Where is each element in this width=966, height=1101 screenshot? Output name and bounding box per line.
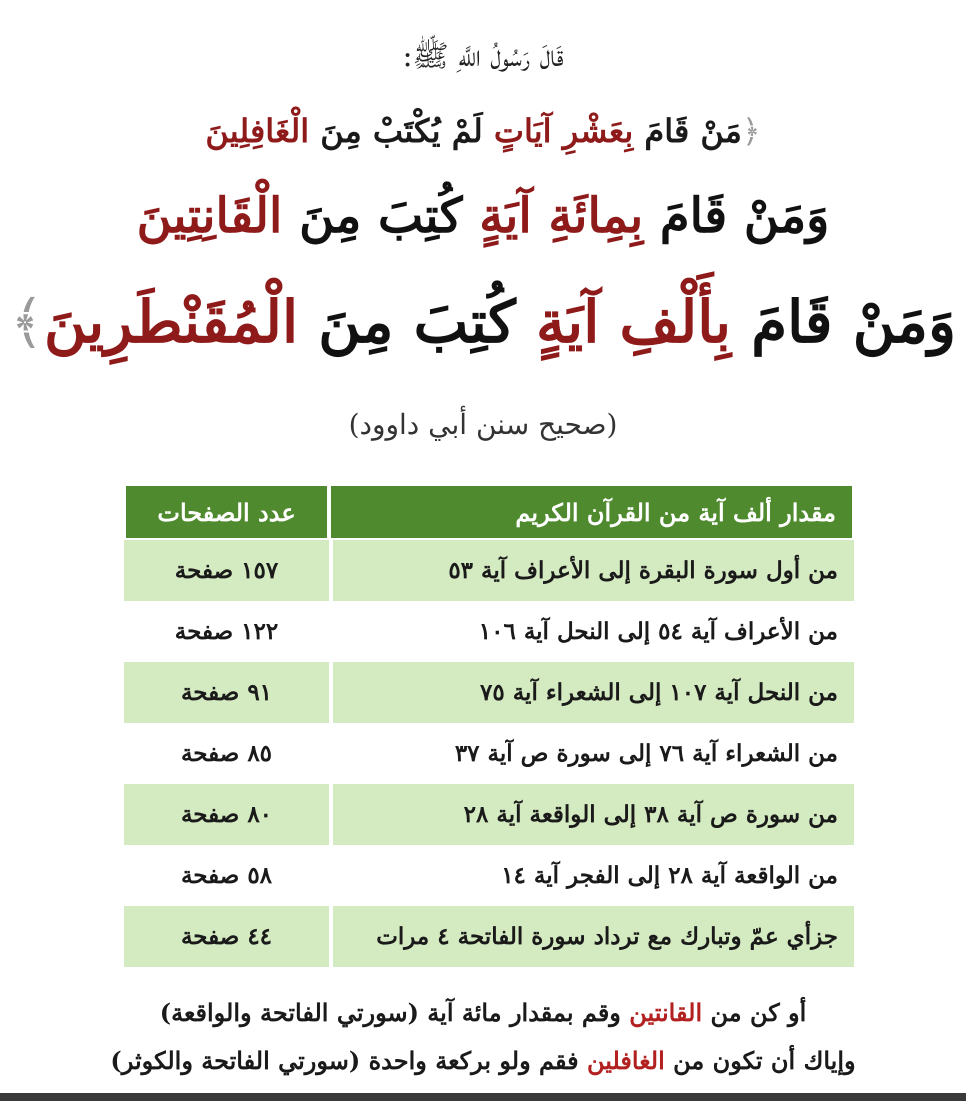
row-range: من الأعراف آية ٥٤ إلى النحل آية ١٠٦ [329,601,854,662]
footer2-emphasis: الغافلين [586,1046,665,1075]
line1-emphasis-a: بِعَشْرِ آيَاتٍ [493,112,634,150]
hadith-intro: قَالَ رَسُولُ اللَّهِ ﷺ: [402,39,564,74]
line2-text-b: كُتِبَ مِنَ [282,188,480,244]
row-pages: ١٢٢ صفحة [124,601,329,662]
table-row [124,662,854,723]
line2-emphasis-a: بِمِائَةِ آيَةٍ [479,188,644,244]
line2-text-a: وَمَنْ قَامَ [643,188,830,244]
row-range: جزأي عمّ وتبارك مع ترداد سورة الفاتحة ٤ مرات [329,906,854,967]
row-pages: ١٥٧ صفحة [124,540,329,601]
footer-line-1 [0,998,966,1027]
footer1-emphasis: القانتين [629,998,703,1027]
footer1-text-a: أو كن من [702,998,807,1027]
row-pages: ٩١ صفحة [124,662,329,723]
table-row [124,540,854,601]
line2-emphasis-b: الْقَانِتِينَ [136,188,283,244]
footer-line-2 [0,1046,966,1075]
hadith-source: (صحيح سنن أبي داوود) [348,408,618,441]
row-pages: ٤٤ صفحة [124,906,329,967]
table-row [124,906,854,967]
header-amount: مقدار ألف آية من القرآن الكريم [329,484,854,540]
row-range: من سورة ص آية ٣٨ إلى الواقعة آية ٢٨ [329,784,854,845]
row-range: من النحل آية ١٠٧ إلى الشعراء آية ٧٥ [329,662,854,723]
row-pages: ٨٠ صفحة [124,784,329,845]
footer1-text-b: وقم بمقدار مائة آية (سورتي الفاتحة والواقعة) [159,998,630,1027]
bottom-border [0,1093,966,1101]
line3-emphasis-a: بِأَلْفِ آيَةٍ [535,288,732,356]
hadith-line-2 [0,188,966,244]
line3-text-a: وَمَنْ قَامَ [731,288,956,356]
row-range: من أول سورة البقرة إلى الأعراف آية ٥٣ [329,540,854,601]
table-row [124,784,854,845]
row-pages: ٨٥ صفحة [124,723,329,784]
line1-text-a: مَنْ قَامَ [633,112,742,150]
opening-ornament: ﴿ [741,112,761,150]
footer2-text-b: فقم ولو بركعة واحدة (سورتي الفاتحة والكوثر) [110,1046,587,1075]
header-pages: عدد الصفحات [124,484,329,540]
hadith-line-3 [0,288,966,356]
line1-text-b: لَمْ يُكْتَبْ مِنَ [309,112,494,150]
table-header-row [124,484,854,540]
line1-emphasis-b: الْغَافِلِينَ [205,112,310,150]
table-row [124,723,854,784]
line3-text-b: كُتِبَ مِنَ [298,288,536,356]
table-row [124,845,854,906]
row-range: من الواقعة آية ٢٨ إلى الفجر آية ١٤ [329,845,854,906]
footer2-text-a: وإياك أن تكون من [664,1046,856,1075]
pages-table [124,484,854,967]
table-row [124,601,854,662]
line3-emphasis-b: الْمُقَنْطَرِينَ [44,288,299,356]
row-range: من الشعراء آية ٧٦ إلى سورة ص آية ٣٧ [329,723,854,784]
row-pages: ٥٨ صفحة [124,845,329,906]
hadith-line-1 [0,112,966,150]
closing-ornament: ﴾ [10,288,45,356]
